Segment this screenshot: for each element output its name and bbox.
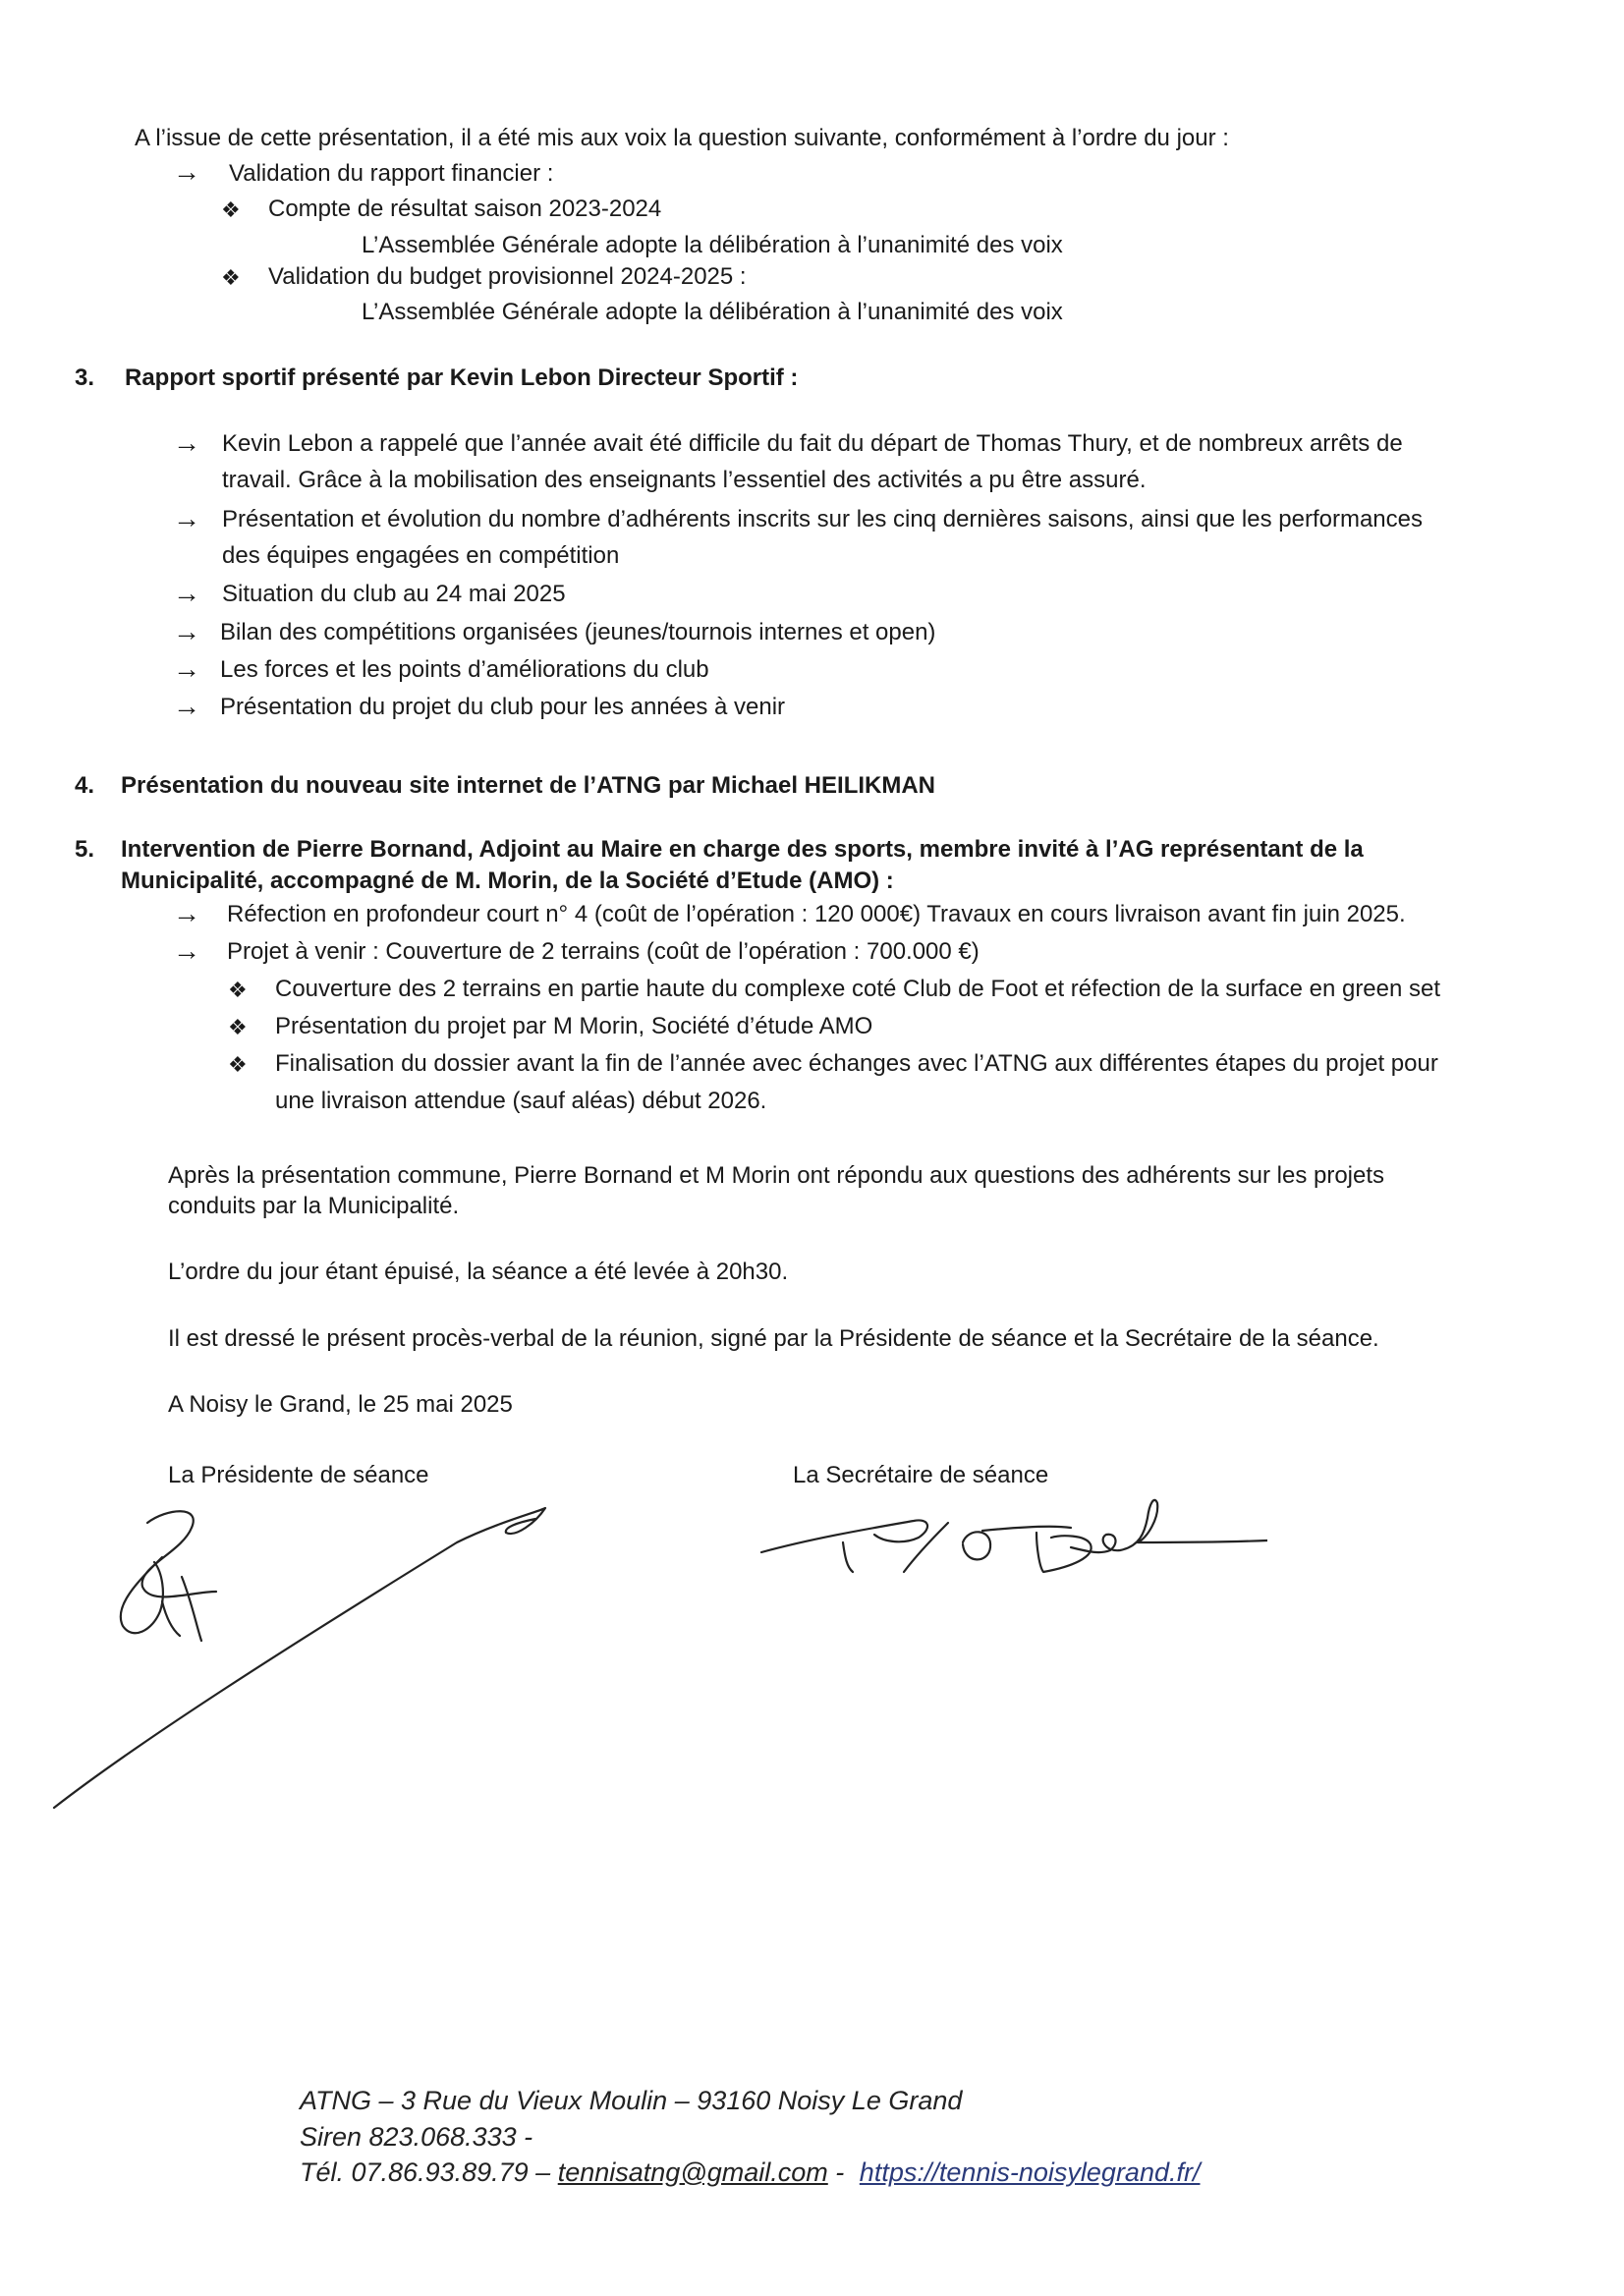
diamond-bullet-icon: ❖ [221, 197, 241, 222]
item-compte-resultat: Compte de résultat saison 2023-2024 [268, 196, 662, 222]
footer-phone: Tél. 07.86.93.89.79 – [300, 2157, 551, 2187]
item-budget: Validation du budget provisionnel 2024-2025 : [268, 263, 747, 290]
section-5-number: 5. [75, 836, 95, 863]
arrow-icon: → [173, 503, 200, 533]
s5-diamond-1: Couverture des 2 terrains en partie haute du complexe coté Club de Foot et réfection de la surface en green set [275, 976, 1441, 1002]
footer-separator: - [835, 2157, 845, 2187]
arrow-icon: → [173, 616, 200, 646]
section-3-title: Rapport sportif présenté par Kevin Lebon Directeur Sportif : [125, 364, 799, 391]
president-signature [44, 1484, 594, 1818]
diamond-bullet-icon: ❖ [228, 978, 248, 1002]
vote-intro: A l’issue de cette présentation, il a été mis aux voix la question suivante, conformément à l’ordre du jour : [135, 125, 1229, 151]
s3-bullet-5: Les forces et les points d’améliorations du club [220, 656, 709, 683]
section-3-number: 3. [75, 364, 95, 391]
s5-diamond-3-line-1: Finalisation du dossier avant la fin de l’année avec échanges avec l’ATNG aux différentes étapes du projet pour [275, 1050, 1438, 1077]
s5-arrow-1: Réfection en profondeur court n° 4 (coût de l’opération : 120 000€) Travaux en cours livraison avant fin juin 2025. [227, 901, 1406, 927]
section-5-title-line-1: Intervention de Pierre Bornand, Adjoint au Maire en charge des sports, membre invité à l’AG représentant de la [121, 836, 1364, 863]
secretary-label: La Secrétaire de séance [793, 1462, 1049, 1488]
footer-siren: Siren 823.068.333 - [300, 2122, 533, 2152]
validation-title: Validation du rapport financier : [229, 160, 554, 187]
closing-p1-line-1: Après la présentation commune, Pierre Bornand et M Morin ont répondu aux questions des adhérents sur les projets [168, 1162, 1385, 1189]
s3-bullet-4: Bilan des compétitions organisées (jeunes/tournois internes et open) [220, 619, 936, 645]
arrow-icon: → [173, 653, 200, 684]
diamond-bullet-icon: ❖ [228, 1015, 248, 1039]
s5-diamond-2: Présentation du projet par M Morin, Société d’étude AMO [275, 1013, 873, 1039]
president-label: La Présidente de séance [168, 1462, 429, 1488]
closing-p1-line-2: conduits par la Municipalité. [168, 1193, 460, 1219]
secretary-signature [756, 1474, 1267, 1592]
closing-p2: L’ordre du jour étant épuisé, la séance a été levée à 20h30. [168, 1259, 789, 1285]
s3-bullet-1-line-1: Kevin Lebon a rappelé que l’année avait été difficile du fait du départ de Thomas Thury, et de nombreux arrêts de [222, 430, 1403, 457]
item-compte-resultat-result: L’Assemblée Générale adopte la délibération à l’unanimité des voix [362, 232, 1063, 258]
arrow-icon: → [173, 935, 200, 966]
diamond-bullet-icon: ❖ [228, 1052, 248, 1077]
s5-arrow-2: Projet à venir : Couverture de 2 terrains (coût de l’opération : 700.000 €) [227, 938, 980, 965]
s5-diamond-3-line-2: une livraison attendue (sauf aléas) début 2026. [275, 1088, 767, 1114]
s3-bullet-1-line-2: travail. Grâce à la mobilisation des enseignants l’essentiel des activités a pu être assuré. [222, 467, 1147, 493]
s3-bullet-2-line-2: des équipes engagées en compétition [222, 542, 620, 569]
closing-p3: Il est dressé le présent procès-verbal de la réunion, signé par la Présidente de séance et la Secrétaire de la séance. [168, 1325, 1379, 1352]
arrow-icon: → [173, 898, 200, 928]
s3-bullet-3: Situation du club au 24 mai 2025 [222, 581, 566, 607]
footer-address: ATNG – 3 Rue du Vieux Moulin – 93160 Noisy Le Grand [300, 2086, 963, 2115]
section-4-number: 4. [75, 772, 95, 799]
item-budget-result: L’Assemblée Générale adopte la délibération à l’unanimité des voix [362, 299, 1063, 325]
arrow-icon: → [173, 156, 200, 187]
s3-bullet-2-line-1: Présentation et évolution du nombre d’adhérents inscrits sur les cinq dernières saisons, ainsi que les performances [222, 506, 1423, 532]
arrow-icon: → [173, 691, 200, 721]
arrow-icon: → [173, 427, 200, 458]
arrow-icon: → [173, 578, 200, 608]
section-4-title: Présentation du nouveau site internet de l’ATNG par Michael HEILIKMAN [121, 772, 936, 799]
section-5-title-line-2: Municipalité, accompagné de M. Morin, de la Société d’Etude (AMO) : [121, 868, 894, 894]
s3-bullet-6: Présentation du projet du club pour les années à venir [220, 694, 786, 720]
footer-website-link[interactable]: https://tennis-noisylegrand.fr/ [859, 2157, 1201, 2187]
footer-email-link[interactable]: tennisatng@gmail.com [557, 2157, 828, 2187]
place-date: A Noisy le Grand, le 25 mai 2025 [168, 1391, 513, 1418]
footer-contact-line [300, 2155, 1200, 2190]
diamond-bullet-icon: ❖ [221, 265, 241, 290]
